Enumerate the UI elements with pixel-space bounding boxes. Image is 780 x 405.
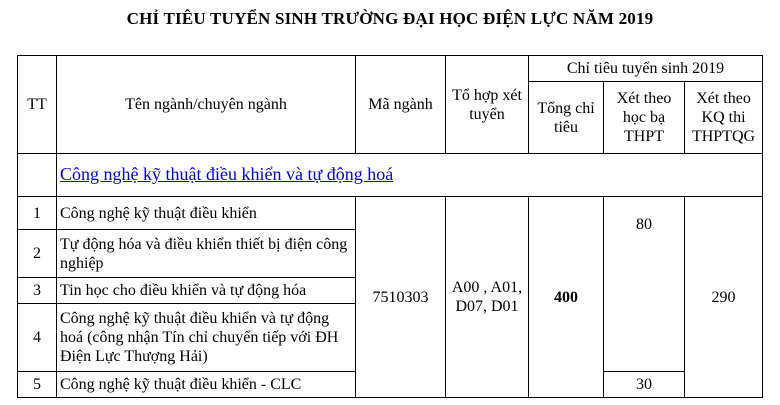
header-tt: TT — [18, 56, 57, 154]
row-tt: 1 — [18, 197, 57, 230]
thptqg-quota: 290 — [685, 197, 763, 398]
page-title: CHỈ TIÊU TUYỂN SINH TRƯỜNG ĐẠI HỌC ĐIỆN LỰC NĂM 2019 — [126, 9, 654, 28]
row-name: Công nghệ kỹ thuật điều khiển và tự động hoá (công nhận Tín chỉ chuyển tiếp với ĐH Điện Lực Thượng Hải) — [57, 304, 356, 372]
admission-quota-table — [17, 55, 763, 398]
row-tt: 5 — [18, 372, 57, 398]
group-tt-cell — [18, 154, 57, 197]
hocba-quota: 80 — [604, 197, 685, 372]
group-row — [57, 154, 763, 197]
group-link[interactable]: Công nghệ kỹ thuật điều khiển và tự động hoá — [60, 164, 394, 184]
total-quota: 400 — [529, 197, 604, 398]
header-combo: Tổ hợp xét tuyển — [446, 56, 529, 154]
header-code: Mã ngành — [356, 56, 446, 154]
row-name: Công nghệ kỹ thuật điều khiển — [57, 197, 356, 230]
header-thptqg: Xét theo KQ thi THPTQG — [685, 82, 763, 154]
subject-combo: A00 , A01, D07, D01 — [446, 197, 529, 398]
row-name: Tin học cho điều khiển và tự động hóa — [57, 278, 356, 304]
row-tt: 4 — [18, 304, 57, 372]
header-major: Tên ngành/chuyên ngành — [57, 56, 356, 154]
row-name: Tự động hóa và điều khiển thiết bị điện công nghiệp — [57, 230, 356, 278]
row-name: Công nghệ kỹ thuật điều khiển - CLC — [57, 372, 356, 398]
row-tt: 3 — [18, 278, 57, 304]
header-hocba: Xét theo học bạ THPT — [604, 82, 685, 154]
major-code: 7510303 — [356, 197, 446, 398]
hocba-clc-quota: 30 — [604, 372, 685, 398]
row-tt: 2 — [18, 230, 57, 278]
header-quota-group: Chỉ tiêu tuyển sinh 2019 — [529, 56, 763, 82]
header-total: Tổng chỉ tiêu — [529, 82, 604, 154]
